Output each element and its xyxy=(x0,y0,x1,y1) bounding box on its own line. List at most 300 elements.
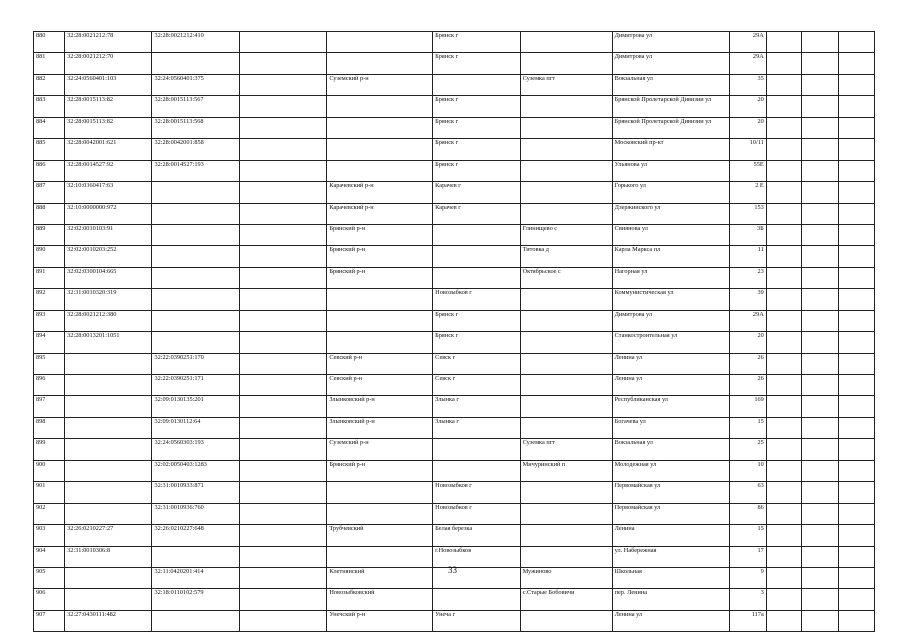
cell-city xyxy=(433,224,520,245)
cell-empty xyxy=(839,74,875,95)
cell-street: Коммунистическая ул xyxy=(612,289,729,310)
table-row xyxy=(34,74,875,95)
cell-index: 888 xyxy=(34,203,65,224)
cell-empty xyxy=(839,267,875,288)
cell-cadastral-1: 32:02:0300104:665 xyxy=(65,267,152,288)
cell-index: 880 xyxy=(34,32,65,53)
cell-cadastral-1 xyxy=(65,353,152,374)
cell-empty xyxy=(239,246,326,267)
cell-index: 898 xyxy=(34,417,65,438)
cell-empty xyxy=(239,610,326,631)
cell-house: 29А xyxy=(729,310,766,331)
cell-index: 906 xyxy=(34,589,65,610)
cell-city: Карачев г xyxy=(433,203,520,224)
cell-cadastral-1 xyxy=(65,482,152,503)
cell-empty xyxy=(839,160,875,181)
cell-empty xyxy=(766,310,802,331)
cell-city: Брянск г xyxy=(433,139,520,160)
cell-empty xyxy=(766,224,802,245)
cell-street: Ленина ул xyxy=(612,610,729,631)
cell-empty xyxy=(239,482,326,503)
cell-empty xyxy=(802,439,839,460)
cell-empty xyxy=(766,74,802,95)
cell-empty xyxy=(239,74,326,95)
cell-district xyxy=(327,310,433,331)
cell-empty xyxy=(766,96,802,117)
cell-empty xyxy=(766,460,802,481)
cell-house: 20 xyxy=(729,117,766,138)
cell-city: Злынка г xyxy=(433,396,520,417)
cell-index: 901 xyxy=(34,482,65,503)
cell-cadastral-2 xyxy=(152,267,239,288)
cell-empty xyxy=(766,525,802,546)
cell-empty xyxy=(839,353,875,374)
cell-empty xyxy=(766,246,802,267)
cell-empty xyxy=(839,182,875,203)
cell-settlement xyxy=(520,353,612,374)
cell-empty xyxy=(839,32,875,53)
cell-house: 2 Е xyxy=(729,182,766,203)
cell-house: 3Б xyxy=(729,224,766,245)
cell-house: 63 xyxy=(729,482,766,503)
cell-settlement: Глинищево с xyxy=(520,224,612,245)
cell-district: Брянский р-н xyxy=(327,246,433,267)
cell-index: 896 xyxy=(34,375,65,396)
cell-index: 890 xyxy=(34,246,65,267)
cell-index: 907 xyxy=(34,610,65,631)
table-row xyxy=(34,96,875,117)
cell-cadastral-1 xyxy=(65,439,152,460)
cell-settlement xyxy=(520,610,612,631)
table-row xyxy=(34,160,875,181)
cell-empty xyxy=(839,203,875,224)
cell-cadastral-2: 32:09:0130135:201 xyxy=(152,396,239,417)
table-row xyxy=(34,203,875,224)
cell-index: 881 xyxy=(34,53,65,74)
cell-cadastral-2: 32:18:0110102:579 xyxy=(152,589,239,610)
cell-settlement: Октябрьское с xyxy=(520,267,612,288)
cell-district: Злынковский р-н xyxy=(327,396,433,417)
cell-district: Суземский р-н xyxy=(327,74,433,95)
cell-street: Брянской Пролетарской Дивизии ул xyxy=(612,117,729,138)
cell-settlement: Суземка пгт xyxy=(520,439,612,460)
cell-empty xyxy=(802,32,839,53)
cell-cadastral-1: 32:28:0042001:621 xyxy=(65,139,152,160)
cell-street: Димитрова ул xyxy=(612,32,729,53)
cell-district xyxy=(327,332,433,353)
cell-empty xyxy=(802,289,839,310)
cell-index: 894 xyxy=(34,332,65,353)
cell-index: 900 xyxy=(34,460,65,481)
cell-empty xyxy=(766,332,802,353)
cell-district: Новозыбковский xyxy=(327,589,433,610)
cell-empty xyxy=(839,417,875,438)
cell-empty xyxy=(239,53,326,74)
table-row xyxy=(34,246,875,267)
cell-settlement xyxy=(520,310,612,331)
cell-index: 883 xyxy=(34,96,65,117)
cell-city xyxy=(433,460,520,481)
cell-empty xyxy=(239,267,326,288)
cell-empty xyxy=(239,139,326,160)
cell-cadastral-2 xyxy=(152,224,239,245)
cell-street: Вокзальная ул xyxy=(612,74,729,95)
cell-street: Дзержинского ул xyxy=(612,203,729,224)
cell-empty xyxy=(802,117,839,138)
cell-city: Унеча г xyxy=(433,610,520,631)
cell-district: Карачевский р-н xyxy=(327,182,433,203)
cell-empty xyxy=(766,139,802,160)
cell-city: Севск г xyxy=(433,353,520,374)
cell-empty xyxy=(766,203,802,224)
cell-district: Трубчевский xyxy=(327,525,433,546)
cell-empty xyxy=(802,332,839,353)
cell-cadastral-1: 32:10:0360417:63 xyxy=(65,182,152,203)
cell-city xyxy=(433,439,520,460)
cell-settlement xyxy=(520,32,612,53)
cell-district xyxy=(327,482,433,503)
cell-cadastral-2: 32:31:0010936:760 xyxy=(152,503,239,524)
cell-house: 86 xyxy=(729,503,766,524)
cell-empty xyxy=(239,525,326,546)
cell-empty xyxy=(802,246,839,267)
cell-cadastral-2 xyxy=(152,182,239,203)
cell-empty xyxy=(239,117,326,138)
cell-empty xyxy=(239,289,326,310)
cell-empty xyxy=(839,482,875,503)
cell-empty xyxy=(766,32,802,53)
cell-index: 882 xyxy=(34,74,65,95)
cell-settlement xyxy=(520,332,612,353)
cell-street: Брянской Пролетарской Дивизии ул xyxy=(612,96,729,117)
cell-empty xyxy=(802,375,839,396)
cell-empty xyxy=(802,460,839,481)
cell-street: ул. Набережная xyxy=(612,546,729,567)
cell-city: Карачев г xyxy=(433,182,520,203)
cell-empty xyxy=(239,375,326,396)
cell-empty xyxy=(802,396,839,417)
cell-empty xyxy=(802,224,839,245)
cell-empty xyxy=(239,503,326,524)
cell-street: Карла Маркса пл xyxy=(612,246,729,267)
cell-cadastral-1: 32:31:0010320:319 xyxy=(65,289,152,310)
cell-cadastral-1 xyxy=(65,396,152,417)
cell-settlement xyxy=(520,117,612,138)
cell-cadastral-1: 32:10:0000000:972 xyxy=(65,203,152,224)
cell-cadastral-2 xyxy=(152,332,239,353)
cell-city: Злынка г xyxy=(433,417,520,438)
cell-empty xyxy=(239,589,326,610)
cell-street: Станкостроительная ул xyxy=(612,332,729,353)
cell-city: Белая березка xyxy=(433,525,520,546)
cell-cadastral-1: 32:31:0010306:8 xyxy=(65,546,152,567)
cell-empty xyxy=(766,375,802,396)
cell-empty xyxy=(239,182,326,203)
cell-district xyxy=(327,53,433,74)
cell-cadastral-1 xyxy=(65,589,152,610)
cell-cadastral-1 xyxy=(65,417,152,438)
cell-index: 904 xyxy=(34,546,65,567)
cell-empty xyxy=(839,525,875,546)
cell-settlement: с.Старые Бобовичи xyxy=(520,589,612,610)
cell-empty xyxy=(802,96,839,117)
cell-city xyxy=(433,589,520,610)
cell-street: Республиканская ул xyxy=(612,396,729,417)
cell-empty xyxy=(766,182,802,203)
cell-house: 35 xyxy=(729,74,766,95)
cell-empty xyxy=(802,160,839,181)
cell-cadastral-2: 32:26:0210227:648 xyxy=(152,525,239,546)
cell-empty xyxy=(802,482,839,503)
cell-empty xyxy=(766,267,802,288)
cell-house: 3 xyxy=(729,589,766,610)
cell-street: Первомайская ул xyxy=(612,503,729,524)
cell-settlement: Суземка пгт xyxy=(520,74,612,95)
cell-cadastral-1 xyxy=(65,375,152,396)
cell-street: Молодежная ул xyxy=(612,460,729,481)
cell-cadastral-2: 32:09:0130112:64 xyxy=(152,417,239,438)
cell-empty xyxy=(766,160,802,181)
cell-street: Ленина ул xyxy=(612,353,729,374)
cell-cadastral-2 xyxy=(152,246,239,267)
cell-empty xyxy=(802,182,839,203)
cell-house: 26 xyxy=(729,375,766,396)
cell-empty xyxy=(839,117,875,138)
cell-house: 23 xyxy=(729,267,766,288)
cell-settlement xyxy=(520,160,612,181)
cell-district: Брянский р-н xyxy=(327,460,433,481)
cell-cadastral-1: 32:26:0210227:27 xyxy=(65,525,152,546)
cell-index: 891 xyxy=(34,267,65,288)
cell-cadastral-2 xyxy=(152,310,239,331)
page-number: 33 xyxy=(448,565,457,575)
cell-index: 892 xyxy=(34,289,65,310)
cell-city: Брянск г xyxy=(433,310,520,331)
cell-empty xyxy=(766,503,802,524)
cell-empty xyxy=(839,224,875,245)
cell-index: 889 xyxy=(34,224,65,245)
cell-city: Брянск г xyxy=(433,96,520,117)
cell-cadastral-1: 32:02:0010203:252 xyxy=(65,246,152,267)
cell-empty xyxy=(766,417,802,438)
cell-index: 895 xyxy=(34,353,65,374)
cell-street: Вокзальная ул xyxy=(612,439,729,460)
cell-house: 29А xyxy=(729,32,766,53)
cell-cadastral-2: 32:31:0010933:871 xyxy=(152,482,239,503)
cell-house: 9 xyxy=(729,567,766,588)
cell-city: Новозыбков г xyxy=(433,289,520,310)
table-row xyxy=(34,289,875,310)
cell-empty xyxy=(239,332,326,353)
cell-empty xyxy=(839,332,875,353)
cell-district: Брянский р-н xyxy=(327,224,433,245)
table-row xyxy=(34,182,875,203)
cell-empty xyxy=(839,289,875,310)
cell-house: 10/11 xyxy=(729,139,766,160)
table-row xyxy=(34,610,875,631)
cell-cadastral-2 xyxy=(152,289,239,310)
cell-cadastral-2: 32:28:0042001:858 xyxy=(152,139,239,160)
cell-district xyxy=(327,32,433,53)
table-row xyxy=(34,32,875,53)
cell-district xyxy=(327,117,433,138)
cell-settlement xyxy=(520,417,612,438)
table-row xyxy=(34,267,875,288)
cell-settlement: Мужиново xyxy=(520,567,612,588)
table-row xyxy=(34,439,875,460)
cell-cadastral-1 xyxy=(65,460,152,481)
cell-index: 893 xyxy=(34,310,65,331)
cell-cadastral-1: 32:28:0021212:70 xyxy=(65,53,152,74)
cell-empty xyxy=(766,610,802,631)
cell-street: Горького ул xyxy=(612,182,729,203)
cell-house: 10 xyxy=(729,460,766,481)
cell-empty xyxy=(239,96,326,117)
cell-cadastral-2 xyxy=(152,53,239,74)
cell-empty xyxy=(839,610,875,631)
cell-index: 885 xyxy=(34,139,65,160)
cell-empty xyxy=(766,353,802,374)
table-row xyxy=(34,53,875,74)
cell-empty xyxy=(839,589,875,610)
cell-cadastral-1: 32:28:0013201:1051 xyxy=(65,332,152,353)
cell-house: 153 xyxy=(729,203,766,224)
cell-city: Брянск г xyxy=(433,32,520,53)
cell-city: Брянск г xyxy=(433,332,520,353)
cell-settlement xyxy=(520,289,612,310)
cell-house: 55Е xyxy=(729,160,766,181)
cell-empty xyxy=(839,503,875,524)
cell-house: 15 xyxy=(729,417,766,438)
cell-street: пер. Ленина xyxy=(612,589,729,610)
cell-settlement xyxy=(520,525,612,546)
cell-street: Димитрова ул xyxy=(612,53,729,74)
cell-cadastral-2: 32:02:0050403:1283 xyxy=(152,460,239,481)
cell-empty xyxy=(239,310,326,331)
cell-city: Брянск г xyxy=(433,117,520,138)
cell-street: Ульянова ул xyxy=(612,160,729,181)
cell-cadastral-1: 32:28:0021212:78 xyxy=(65,32,152,53)
cell-house: 169 xyxy=(729,396,766,417)
cell-cadastral-2: 32:24:0560303:193 xyxy=(152,439,239,460)
cell-cadastral-1: 32:27:0430111:482 xyxy=(65,610,152,631)
cell-district: Севский р-н xyxy=(327,353,433,374)
cell-empty xyxy=(839,139,875,160)
cell-cadastral-2: 32:28:0021212:410 xyxy=(152,32,239,53)
table-row xyxy=(34,375,875,396)
cell-cadastral-2: 32:28:0014527:193 xyxy=(152,160,239,181)
cell-street: Димитрова ул xyxy=(612,310,729,331)
cell-city: Брянск г xyxy=(433,53,520,74)
cell-empty xyxy=(802,267,839,288)
cell-index: 899 xyxy=(34,439,65,460)
cell-empty xyxy=(839,246,875,267)
cell-empty xyxy=(802,589,839,610)
cell-district xyxy=(327,289,433,310)
cell-settlement xyxy=(520,96,612,117)
cell-house: 117а xyxy=(729,610,766,631)
cell-empty xyxy=(239,224,326,245)
cell-empty xyxy=(802,503,839,524)
cell-empty xyxy=(839,310,875,331)
cell-city: Новозыбков г xyxy=(433,503,520,524)
cell-empty xyxy=(802,417,839,438)
cell-index: 884 xyxy=(34,117,65,138)
table-row xyxy=(34,525,875,546)
cell-empty xyxy=(239,396,326,417)
cell-district xyxy=(327,503,433,524)
cell-cadastral-1 xyxy=(65,503,152,524)
cell-empty xyxy=(802,610,839,631)
table-row xyxy=(34,589,875,610)
cell-city: Брянск г xyxy=(433,160,520,181)
cell-settlement xyxy=(520,396,612,417)
cell-district: Карачевский р-н xyxy=(327,203,433,224)
cell-cadastral-2: 32:28:0015113:567 xyxy=(152,96,239,117)
cell-cadastral-2 xyxy=(152,610,239,631)
cell-empty xyxy=(802,74,839,95)
cell-empty xyxy=(239,460,326,481)
table-row xyxy=(34,139,875,160)
cell-city: Севск г xyxy=(433,375,520,396)
cell-house: 20 xyxy=(729,96,766,117)
cell-empty xyxy=(802,353,839,374)
cell-settlement xyxy=(520,182,612,203)
cell-empty xyxy=(802,203,839,224)
cell-house: 26 xyxy=(729,353,766,374)
cell-empty xyxy=(839,439,875,460)
cell-house: 17 xyxy=(729,546,766,567)
cell-settlement: Титовка д xyxy=(520,246,612,267)
cell-empty xyxy=(239,353,326,374)
cell-index: 897 xyxy=(34,396,65,417)
cell-empty xyxy=(239,417,326,438)
cell-empty xyxy=(839,460,875,481)
cell-cadastral-2: 32:24:0560401:375 xyxy=(152,74,239,95)
property-register-table xyxy=(33,31,875,632)
cell-cadastral-1: 32:28:0015113:82 xyxy=(65,96,152,117)
cell-city: Новозыбков г xyxy=(433,482,520,503)
cell-empty xyxy=(802,525,839,546)
table-row xyxy=(34,396,875,417)
cell-cadastral-2: 32:28:0015113:568 xyxy=(152,117,239,138)
cell-district: Злынковский р-н xyxy=(327,417,433,438)
cell-index: 903 xyxy=(34,525,65,546)
cell-house: 15 xyxy=(729,525,766,546)
cell-cadastral-1: 32:28:0015113:82 xyxy=(65,117,152,138)
cell-house: 20 xyxy=(729,332,766,353)
cell-street: Нагорная ул xyxy=(612,267,729,288)
table-row xyxy=(34,353,875,374)
table-row xyxy=(34,117,875,138)
cell-district: Севский р-н xyxy=(327,375,433,396)
cell-cadastral-1: 32:28:0014527:92 xyxy=(65,160,152,181)
cell-street: Ленина ул xyxy=(612,375,729,396)
cell-settlement xyxy=(520,375,612,396)
cell-empty xyxy=(239,32,326,53)
cell-cadastral-1: 32:24:0560401:103 xyxy=(65,74,152,95)
cell-empty xyxy=(802,139,839,160)
cell-index: 886 xyxy=(34,160,65,181)
table-body xyxy=(34,32,875,632)
cell-empty xyxy=(766,289,802,310)
cell-empty xyxy=(839,396,875,417)
cell-empty xyxy=(766,589,802,610)
cell-empty xyxy=(239,439,326,460)
cell-district xyxy=(327,96,433,117)
cell-settlement xyxy=(520,482,612,503)
cell-district: Суземский р-н xyxy=(327,439,433,460)
